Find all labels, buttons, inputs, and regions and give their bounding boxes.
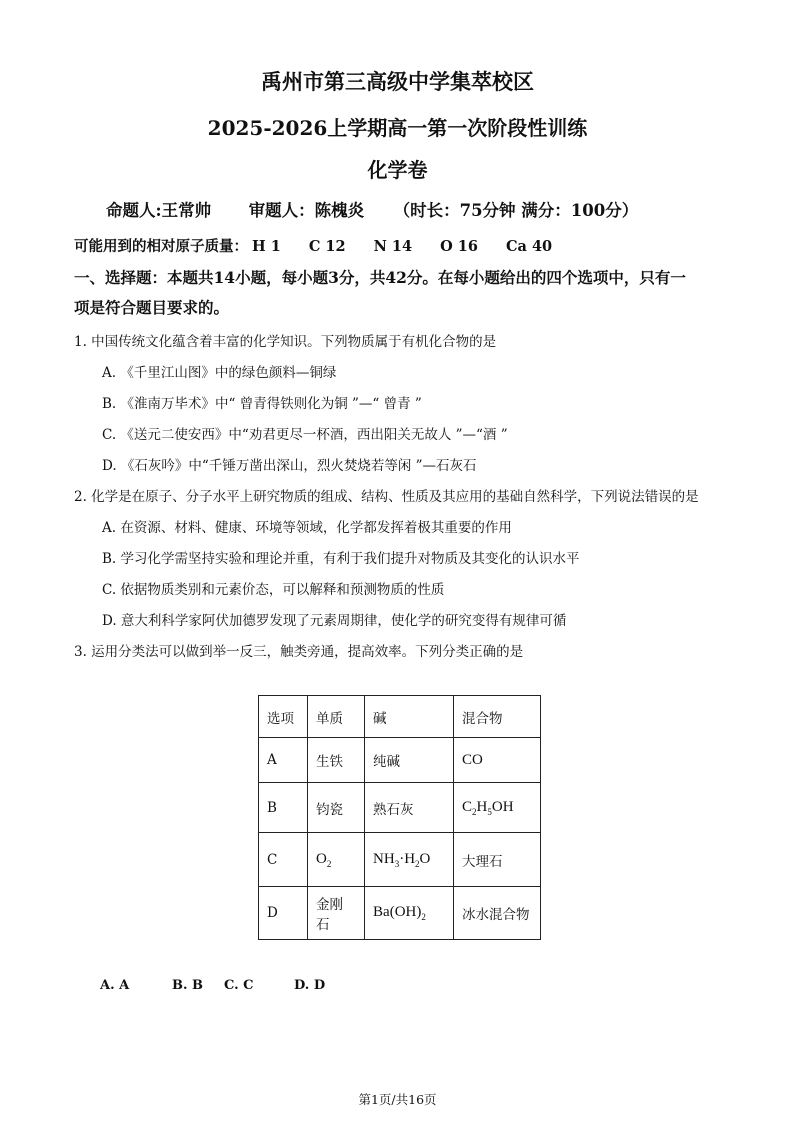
- table-cell: 钧瓷: [308, 783, 365, 833]
- table-header-cell: 混合物: [454, 696, 541, 738]
- mass-item: O 16: [440, 238, 478, 255]
- table-cell: $O_2$: [308, 833, 365, 887]
- table-header-cell: 选项: [259, 696, 308, 738]
- duration-score: （时长：75分钟 满分：100分）: [393, 201, 639, 220]
- question-1-stem: 1. 中国传统文化蕴含着丰富的化学知识。下列物质属于有机化合物的是: [74, 334, 497, 350]
- table-cell: $NH_3\cdot H_2O$: [365, 833, 454, 887]
- atomic-masses: [74, 235, 580, 256]
- table-cell: C: [259, 833, 308, 887]
- question-1-option-c: C. 《送元二使安西》中“劝君更尽一杯酒，西出阳关无故人 ”—“酒 ”: [102, 427, 508, 443]
- table-row: [259, 833, 541, 887]
- mass-item: Ca 40: [505, 238, 553, 255]
- table-row: [259, 783, 541, 833]
- table-cell: 金刚石: [308, 887, 365, 940]
- mass-item: N 14: [373, 238, 413, 255]
- question-2-stem: 2. 化学是在原子、分子水平上研究物质的组成、结构、性质及其应用的基础自然科学，下列说法错误的是: [74, 489, 699, 505]
- section-heading-line2: 项是符合题目要求的。: [74, 298, 230, 317]
- question-2-option-d: D. 意大利科学家阿伏加德罗发现了元素周期律，使化学的研究变得有规律可循: [102, 613, 567, 629]
- section-heading-line1: 一、选择题：本题共14小题，每小题3分，共42分。在每小题给出的四个选项中，只有一: [74, 268, 686, 287]
- school-title: 禹州市第三高级中学集萃校区: [261, 69, 534, 94]
- answer-choice: B. B: [172, 978, 204, 993]
- table-cell: D: [259, 887, 308, 940]
- table-cell: 大理石: [454, 833, 541, 887]
- table-header-row: [259, 696, 541, 738]
- table-cell: A: [259, 738, 308, 783]
- classification-table: [258, 695, 541, 940]
- answer-choice: A. A: [100, 978, 130, 993]
- table-header-cell: 单质: [308, 696, 365, 738]
- table-row: [259, 738, 541, 783]
- page-footer: 第1页/共16页: [358, 1092, 437, 1107]
- table-cell: 纯碱: [365, 738, 454, 783]
- reviewer: 审题人：陈槐炎: [248, 201, 365, 220]
- question-2-option-a: A. 在资源、材料、健康、环境等领域，化学都发挥着极其重要的作用: [102, 520, 512, 536]
- answer-choices: [100, 978, 325, 993]
- question-1-option-b: B. 《淮南万毕术》中“ 曾青得铁则化为铜 ”—“ 曾青 ”: [102, 396, 422, 412]
- table-cell: $C_2H_5OH$: [454, 783, 541, 833]
- question-2-option-c: C. 依据物质类别和元素价态，可以解释和预测物质的性质: [102, 582, 445, 598]
- question-1-option-d: D. 《石灰吟》中“千锤万凿出深山，烈火焚烧若等闲 ”—石灰石: [102, 458, 477, 474]
- table-cell: $Ba(OH)_2$: [365, 887, 454, 940]
- question-2-option-b: B. 学习化学需坚持实验和理论并重，有利于我们提升对物质及其变化的认识水平: [102, 551, 580, 567]
- table-cell: 生铁: [308, 738, 365, 783]
- mass-item: C 12: [308, 238, 346, 255]
- question-3-stem: 3. 运用分类法可以做到举一反三，触类旁通，提高效率。下列分类正确的是: [74, 644, 524, 660]
- atomic-masses-label: 可能用到的相对原子质量：: [74, 238, 248, 255]
- table-row: [259, 887, 541, 940]
- subject-title: 化学卷: [367, 158, 428, 182]
- exam-title: 2025-2026上学期高一第一次阶段性训练: [207, 116, 588, 140]
- author: 命题人:王常帅: [106, 201, 212, 220]
- answer-choice: C. C: [224, 978, 254, 993]
- table-cell: CO: [454, 738, 541, 783]
- mass-item: H 1: [252, 238, 281, 255]
- table-header-cell: 碱: [365, 696, 454, 738]
- table-cell: 冰水混合物: [454, 887, 541, 940]
- question-1-option-a: A. 《千里江山图》中的绿色颜料—铜绿: [102, 365, 337, 381]
- table-cell: 熟石灰: [365, 783, 454, 833]
- answer-choice: D. D: [294, 978, 326, 993]
- exam-meta: [106, 197, 638, 221]
- table-cell: B: [259, 783, 308, 833]
